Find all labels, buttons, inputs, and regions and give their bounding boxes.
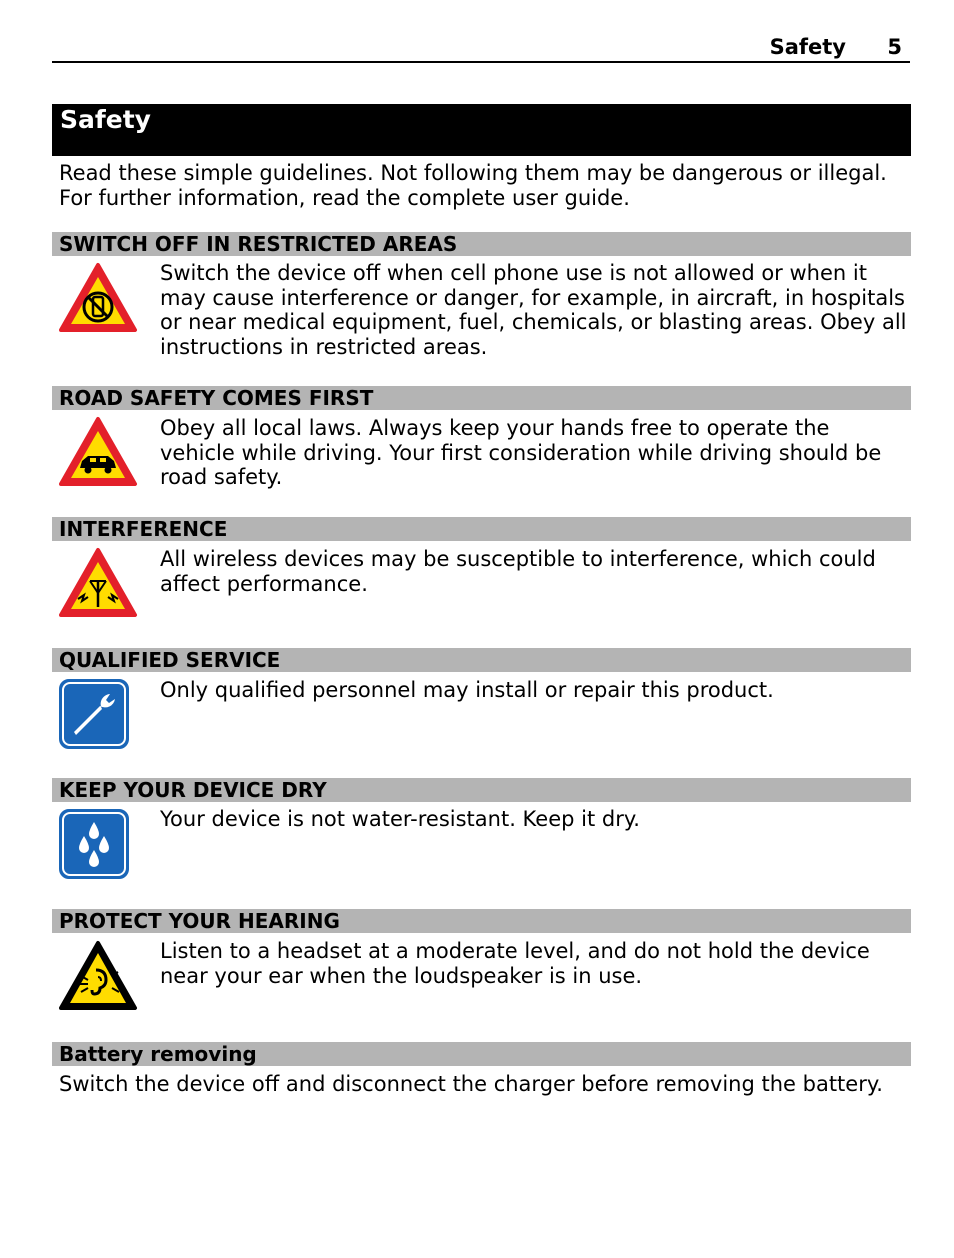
section-heading-road-safety xyxy=(52,386,911,410)
antenna-interference-icon xyxy=(58,547,138,619)
section-text: Your device is not water-resistant. Keep it dry. xyxy=(160,807,640,831)
restricted-area-icon xyxy=(58,262,138,334)
wrench-icon xyxy=(58,678,138,750)
running-head xyxy=(52,34,910,63)
hearing-warning-icon xyxy=(58,940,138,1012)
section-heading-restricted-areas xyxy=(52,232,911,256)
page-title: Safety xyxy=(60,105,151,134)
intro-paragraph: Read these simple guidelines. Not following them may be dangerous or illegal. For further information, read the complete user guide. xyxy=(59,161,887,210)
page-number: 5 xyxy=(887,35,902,59)
section-title: PROTECT YOUR HEARING xyxy=(59,909,340,933)
page-title-bar xyxy=(52,104,911,156)
section-text: Listen to a headset at a moderate level, and do not hold the device near your ear when the loudspeaker is in use. xyxy=(160,939,870,988)
section-title: QUALIFIED SERVICE xyxy=(59,648,281,672)
car-warning-icon xyxy=(58,416,138,488)
section-heading-interference xyxy=(52,517,911,541)
section-heading-qualified-service xyxy=(52,648,911,672)
section-text: Only qualified personnel may install or repair this product. xyxy=(160,678,774,702)
section-text: Obey all local laws. Always keep your hands free to operate the vehicle while driving. Your first consideration while driving should be road safety. xyxy=(160,416,882,490)
section-text: Switch the device off when cell phone use is not allowed or when it may cause interference or danger, for example, in aircraft, in hospitals or near medical equipment, fuel, chemicals, or blasting areas. Obey all instructions in restricted areas. xyxy=(160,261,907,359)
section-heading-battery-removing xyxy=(52,1042,911,1066)
running-head-title: Safety xyxy=(769,35,846,59)
section-title: SWITCH OFF IN RESTRICTED AREAS xyxy=(59,232,458,256)
section-title: KEEP YOUR DEVICE DRY xyxy=(59,778,327,802)
water-drops-icon xyxy=(58,808,138,880)
section-text: All wireless devices may be susceptible to interference, which could affect performance. xyxy=(160,547,876,596)
section-heading-keep-dry xyxy=(52,778,911,802)
section-title: Battery removing xyxy=(59,1042,257,1066)
section-text: Switch the device off and disconnect the charger before removing the battery. xyxy=(59,1072,883,1096)
section-heading-protect-hearing xyxy=(52,909,911,933)
section-title: ROAD SAFETY COMES FIRST xyxy=(59,386,374,410)
section-title: INTERFERENCE xyxy=(59,517,228,541)
